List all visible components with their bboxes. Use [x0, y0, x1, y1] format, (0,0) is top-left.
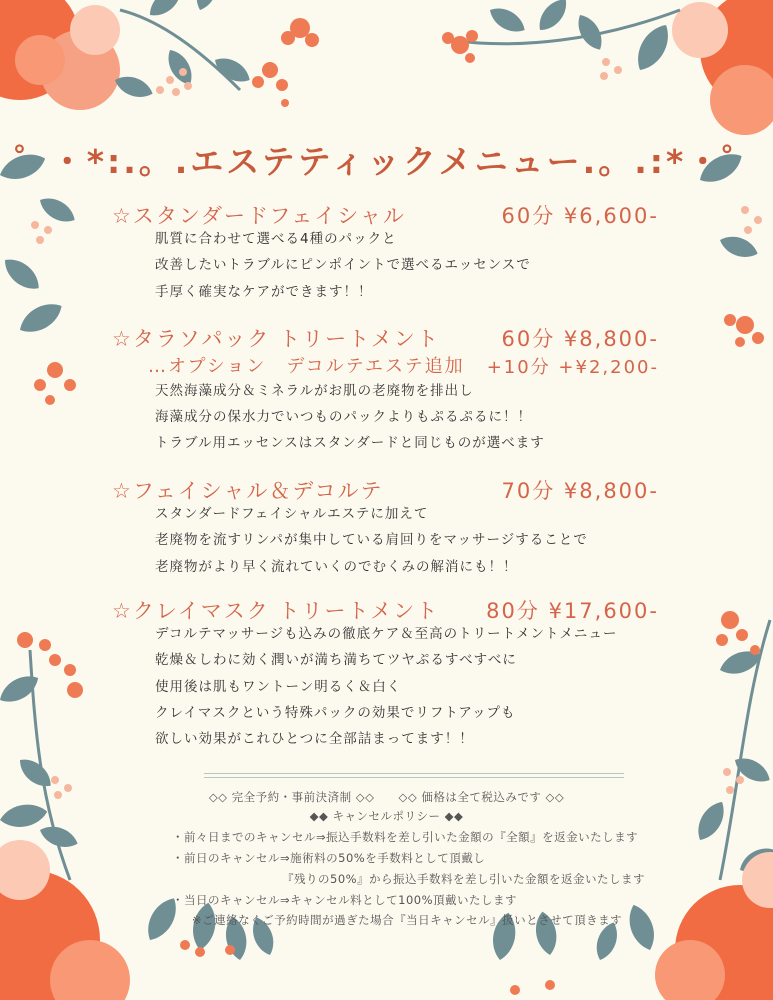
top-left-small-flower-icon	[252, 18, 319, 107]
page-title: ゜・*:.。.エステティックメニュー.。.:*・゜	[14, 142, 759, 181]
menu-description-line: 欲しい効果がこれひとつに全部詰まってます！！	[155, 731, 474, 747]
policy-item: ・前日のキャンセル⇒施術料の50%を手数料として頂戴し	[172, 851, 486, 865]
menu-name: ☆スタンダードフェイシャル	[112, 204, 406, 228]
policy-item: ・前々日までのキャンセル⇒振込手数料を差し引いた金額の『全額』を返金いたします	[172, 830, 639, 844]
menu-description-line: 乾燥＆しわに効く潤いが満ち満ちてツヤぷるすべすべに	[155, 652, 517, 668]
menu-price: 60分 ¥6,600-	[501, 204, 659, 228]
menu-description-line: 老廃物がより早く流れていくのでむくみの解消にも！！	[155, 559, 518, 575]
divider	[204, 777, 624, 778]
menu-description-line: スタンダードフェイシャルエステに加えて	[155, 506, 429, 522]
bottom-right-flower-icon	[655, 852, 773, 1000]
menu-description-line: トラブル用エッセンスはスタンダードと同じものが選べます	[155, 435, 545, 451]
menu-description-line: デコルテマッサージも込みの徹底ケア＆至高のトリートメントメニュー	[155, 626, 618, 642]
top-left-leaves-icon	[112, 0, 254, 102]
policy-item: 『残りの50%』から振込手数料を差し引いた金額を返金いたします	[282, 872, 646, 886]
menu-description-line: クレイマスクという特殊パックの効果でリフトアップも	[155, 705, 516, 721]
menu-description-line: 天然海藻成分＆ミネラルがお肌の老廃物を排出し	[155, 383, 474, 399]
menu-name: ☆フェイシャル＆デコルテ	[112, 479, 384, 503]
menu-name: ☆クレイマスク トリートメント	[112, 599, 440, 623]
top-left-flower-icon	[0, 0, 120, 110]
policy-item: ・当日のキャンセル⇒キャンセル料として100%頂戴いたします	[172, 893, 518, 907]
divider	[204, 773, 624, 774]
menu-description-line: 海藻成分の保水力でいつものパックよりもぷるぷるに！！	[155, 409, 532, 425]
menu-description-line: 改善したいトラブルにピンポイントで選べるエッセンスで	[155, 257, 531, 273]
menu-description-line: 手厚く確実なケアができます！！	[155, 284, 373, 300]
menu-description-line: 老廃物を流すリンパが集中している肩回りをマッサージすることで	[155, 532, 588, 548]
menu-description-line: 使用後は肌もワントーン明るく＆白く	[155, 679, 402, 695]
policy-header-line: ◇◇ 完全予約・事前決済制 ◇◇ ◇◇ 価格は全て税込みです ◇◇	[208, 790, 565, 804]
menu-description-line: 肌質に合わせて選べる4種のパックと	[155, 231, 397, 247]
policy-title: ◆◆ キャンセルポリシー ◆◆	[309, 809, 464, 823]
menu-name: ☆タラソパック トリートメント	[112, 327, 440, 351]
menu-price: 70分 ¥8,800-	[501, 479, 659, 503]
top-right-flower-icon	[672, 0, 773, 135]
policy-item: ※ご連絡なくご予約時間が過ぎた場合『当日キャンセル』扱いとさせて頂きます	[192, 913, 623, 927]
menu-option-price: +10分 +¥2,200-	[486, 357, 659, 378]
menu-price: 60分 ¥8,800-	[501, 327, 659, 351]
menu-option-name: …オプション デコルテエステ追加	[148, 356, 465, 377]
menu-price: 80分 ¥17,600-	[486, 599, 659, 623]
